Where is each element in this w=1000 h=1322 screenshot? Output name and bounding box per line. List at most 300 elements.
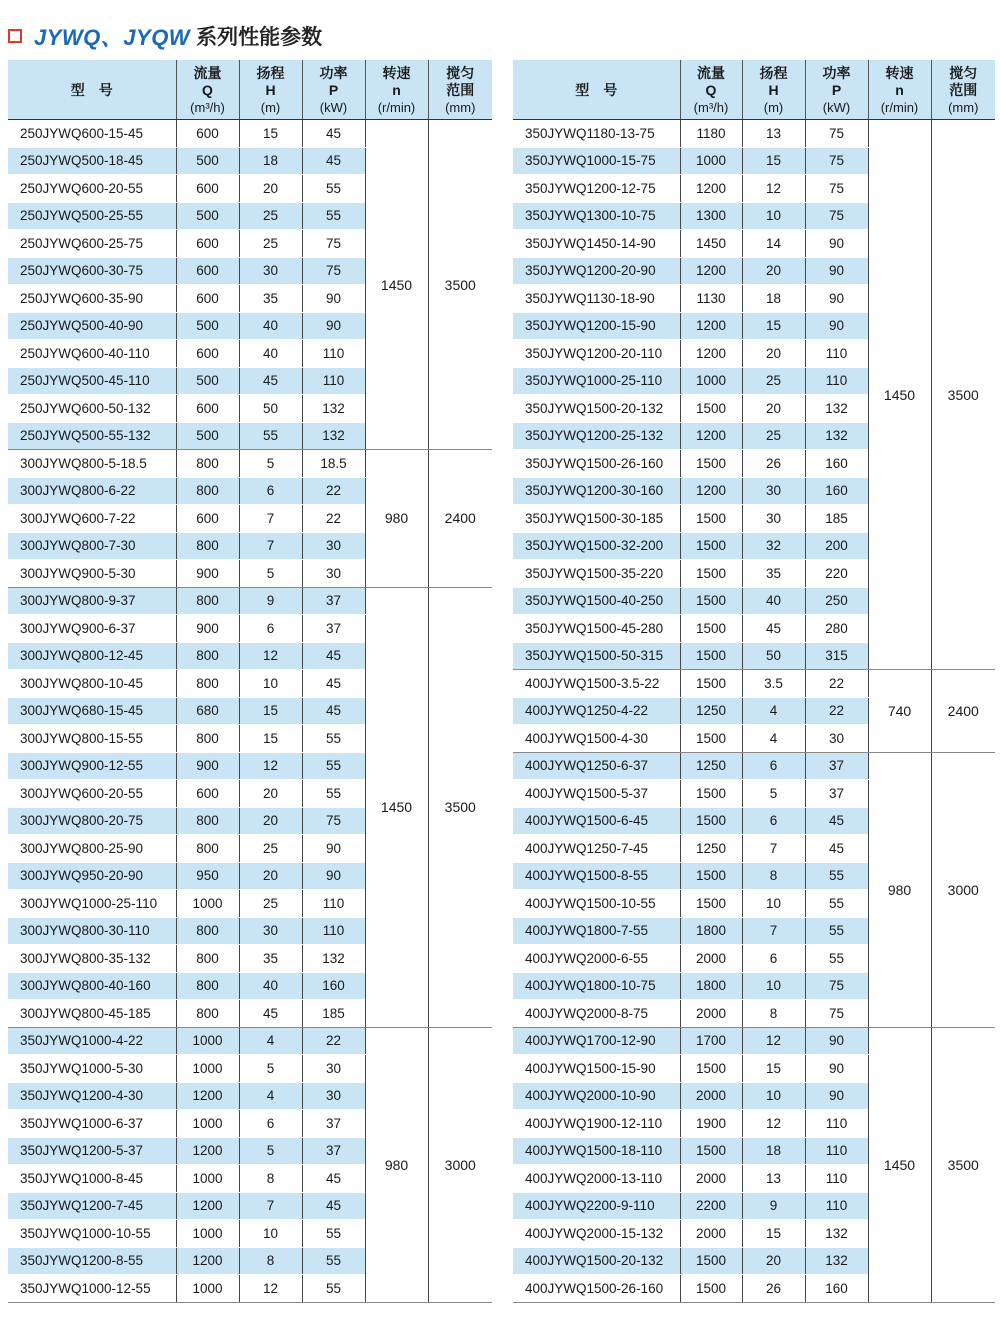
flow-cell: 1500 (680, 1055, 742, 1083)
power-cell: 75 (805, 175, 868, 203)
model-cell: 300JYWQ800-10-45 (8, 670, 176, 698)
flow-cell: 800 (176, 725, 239, 753)
power-cell: 37 (302, 1137, 365, 1165)
head-cell: 10 (742, 972, 805, 1000)
power-cell: 90 (805, 1082, 868, 1110)
head-cell: 10 (239, 670, 302, 698)
power-cell: 45 (805, 835, 868, 863)
header-head-l2: H (768, 81, 779, 98)
power-cell: 55 (805, 945, 868, 973)
flow-cell: 1500 (680, 560, 742, 588)
head-cell: 5 (742, 780, 805, 808)
head-cell: 20 (239, 807, 302, 835)
header-model (8, 61, 176, 120)
head-cell: 30 (239, 917, 302, 945)
range-cell: 3000 (931, 752, 995, 1027)
flow-cell: 1500 (680, 615, 742, 643)
head-cell: 8 (239, 1247, 302, 1275)
head-cell: 25 (239, 202, 302, 230)
head-cell: 20 (742, 257, 805, 285)
head-cell: 35 (742, 560, 805, 588)
model-cell: 300JYWQ800-12-45 (8, 642, 176, 670)
speed-cell: 740 (868, 670, 931, 753)
power-cell: 75 (805, 1000, 868, 1028)
flow-cell: 1000 (176, 1055, 239, 1083)
header-model-l1: 型 号 (70, 81, 113, 98)
model-cell: 350JYWQ1130-18-90 (513, 285, 680, 313)
flow-cell: 800 (176, 945, 239, 973)
model-cell: 400JYWQ2000-10-90 (513, 1082, 680, 1110)
flow-cell: 800 (176, 807, 239, 835)
power-cell: 45 (805, 807, 868, 835)
head-cell: 10 (742, 890, 805, 918)
head-cell: 5 (239, 1137, 302, 1165)
model-cell: 350JYWQ1000-15-75 (513, 147, 680, 175)
header-flow-l1: 流量 (193, 64, 222, 81)
model-cell: 300JYWQ800-30-110 (8, 917, 176, 945)
table-row (513, 1027, 995, 1055)
model-cell: 350JYWQ1500-20-132 (513, 395, 680, 423)
head-cell: 4 (239, 1027, 302, 1055)
model-cell: 350JYWQ1200-15-90 (513, 312, 680, 340)
checkbox-square-icon (8, 29, 22, 43)
head-cell: 7 (742, 835, 805, 863)
power-cell: 185 (805, 505, 868, 533)
flow-cell: 1200 (680, 477, 742, 505)
table-header-row (8, 61, 492, 120)
head-cell: 12 (239, 752, 302, 780)
model-cell: 350JYWQ1000-25-110 (513, 367, 680, 395)
model-cell: 400JYWQ1500-10-55 (513, 890, 680, 918)
model-cell: 350JYWQ1500-45-280 (513, 615, 680, 643)
power-cell: 55 (302, 752, 365, 780)
speed-cell: 1450 (365, 587, 428, 1027)
model-cell: 300JYWQ800-35-132 (8, 945, 176, 973)
flow-cell: 1500 (680, 780, 742, 808)
head-cell: 20 (742, 340, 805, 368)
head-cell: 12 (239, 642, 302, 670)
flow-cell: 1000 (680, 147, 742, 175)
range-cell: 3500 (428, 120, 492, 450)
title-series: JYWQ、JYQW (34, 24, 191, 50)
header-speed-l1: 转速 (382, 64, 411, 81)
power-cell: 55 (805, 862, 868, 890)
model-cell: 400JYWQ1250-7-45 (513, 835, 680, 863)
power-cell: 45 (302, 120, 365, 148)
flow-cell: 1500 (680, 1275, 742, 1303)
flow-cell: 2200 (680, 1192, 742, 1220)
header-flow-l2: Q (202, 81, 213, 98)
power-cell: 55 (302, 175, 365, 203)
head-cell: 12 (742, 1027, 805, 1055)
model-cell: 400JYWQ1800-10-75 (513, 972, 680, 1000)
flow-cell: 1180 (680, 120, 742, 148)
head-cell: 20 (239, 175, 302, 203)
flow-cell: 1200 (176, 1247, 239, 1275)
spec-table-left (8, 60, 492, 1303)
title-suffix: 系列性能参数 (196, 26, 323, 49)
head-cell: 5 (239, 1055, 302, 1083)
power-cell: 132 (302, 945, 365, 973)
model-cell: 300JYWQ900-12-55 (8, 752, 176, 780)
flow-cell: 1500 (680, 642, 742, 670)
head-cell: 10 (239, 1220, 302, 1248)
model-cell: 350JYWQ1000-12-55 (8, 1275, 176, 1303)
flow-cell: 950 (176, 862, 239, 890)
flow-cell: 800 (176, 917, 239, 945)
head-cell: 25 (239, 230, 302, 258)
flow-cell: 1000 (176, 1165, 239, 1193)
model-cell: 300JYWQ800-5-18.5 (8, 450, 176, 478)
power-cell: 185 (302, 1000, 365, 1028)
flow-cell: 1130 (680, 285, 742, 313)
model-cell: 350JYWQ1000-6-37 (8, 1110, 176, 1138)
head-cell: 7 (742, 917, 805, 945)
head-cell: 32 (742, 532, 805, 560)
flow-cell: 1000 (680, 367, 742, 395)
header-range-l3: (mm) (948, 99, 979, 115)
speed-cell: 980 (868, 752, 931, 1027)
table-row (513, 120, 995, 148)
model-cell: 300JYWQ600-7-22 (8, 505, 176, 533)
power-cell: 90 (805, 312, 868, 340)
model-cell: 350JYWQ1300-10-75 (513, 202, 680, 230)
power-cell: 200 (805, 532, 868, 560)
flow-cell: 2000 (680, 1165, 742, 1193)
header-model (513, 61, 680, 120)
flow-cell: 1200 (680, 340, 742, 368)
header-power-l3: (kW) (822, 99, 851, 115)
power-cell: 75 (805, 972, 868, 1000)
model-cell: 350JYWQ1000-4-22 (8, 1027, 176, 1055)
power-cell: 110 (302, 340, 365, 368)
flow-cell: 1000 (176, 1220, 239, 1248)
head-cell: 25 (742, 367, 805, 395)
power-cell: 110 (805, 1192, 868, 1220)
range-cell: 3500 (428, 587, 492, 1027)
flow-cell: 800 (176, 450, 239, 478)
model-cell: 300JYWQ800-6-22 (8, 477, 176, 505)
power-cell: 30 (302, 1082, 365, 1110)
model-cell: 250JYWQ600-30-75 (8, 257, 176, 285)
model-cell: 400JYWQ1500-26-160 (513, 1275, 680, 1303)
power-cell: 37 (805, 780, 868, 808)
flow-cell: 1500 (680, 587, 742, 615)
header-head-l1: 扬程 (256, 64, 285, 81)
model-cell: 400JYWQ1900-12-110 (513, 1110, 680, 1138)
header-model-l1: 型 号 (575, 81, 618, 98)
power-cell: 55 (302, 1247, 365, 1275)
table-row (8, 450, 492, 478)
header-range (931, 61, 995, 120)
model-cell: 400JYWQ1800-7-55 (513, 917, 680, 945)
power-cell: 45 (302, 670, 365, 698)
head-cell: 15 (742, 1055, 805, 1083)
flow-cell: 1000 (176, 1027, 239, 1055)
power-cell: 30 (805, 725, 868, 753)
flow-cell: 2000 (680, 1082, 742, 1110)
header-speed-l1: 转速 (885, 64, 914, 81)
head-cell: 15 (239, 725, 302, 753)
flow-cell: 1200 (680, 175, 742, 203)
model-cell: 350JYWQ1000-10-55 (8, 1220, 176, 1248)
head-cell: 12 (239, 1275, 302, 1303)
model-cell: 250JYWQ500-40-90 (8, 312, 176, 340)
flow-cell: 2000 (680, 945, 742, 973)
model-cell: 350JYWQ1000-5-30 (8, 1055, 176, 1083)
flow-cell: 1200 (176, 1082, 239, 1110)
model-cell: 250JYWQ600-25-75 (8, 230, 176, 258)
header-speed-l3: (r/min) (377, 99, 416, 115)
flow-cell: 1200 (680, 312, 742, 340)
model-cell: 300JYWQ800-15-55 (8, 725, 176, 753)
flow-cell: 1700 (680, 1027, 742, 1055)
power-cell: 37 (302, 1110, 365, 1138)
power-cell: 280 (805, 615, 868, 643)
model-cell: 400JYWQ1500-8-55 (513, 862, 680, 890)
model-cell: 250JYWQ600-50-132 (8, 395, 176, 423)
power-cell: 45 (302, 1192, 365, 1220)
flow-cell: 1900 (680, 1110, 742, 1138)
flow-cell: 1250 (680, 697, 742, 725)
power-cell: 160 (805, 1275, 868, 1303)
head-cell: 10 (742, 1082, 805, 1110)
header-range-l2: 范围 (949, 81, 978, 98)
header-range-l2: 范围 (446, 81, 475, 98)
speed-cell: 1450 (868, 120, 931, 670)
power-cell: 45 (302, 1165, 365, 1193)
power-cell: 110 (805, 340, 868, 368)
range-cell: 2400 (931, 670, 995, 753)
model-cell: 350JYWQ1200-25-132 (513, 422, 680, 450)
header-power-l3: (kW) (319, 99, 348, 115)
head-cell: 55 (239, 422, 302, 450)
power-cell: 75 (302, 807, 365, 835)
head-cell: 7 (239, 532, 302, 560)
flow-cell: 1800 (680, 972, 742, 1000)
flow-cell: 500 (176, 422, 239, 450)
model-cell: 400JYWQ1250-6-37 (513, 752, 680, 780)
header-power (302, 61, 365, 120)
header-flow (176, 61, 239, 120)
head-cell: 6 (742, 807, 805, 835)
head-cell: 26 (742, 1275, 805, 1303)
power-cell: 90 (805, 257, 868, 285)
power-cell: 132 (805, 395, 868, 423)
flow-cell: 800 (176, 670, 239, 698)
head-cell: 4 (742, 697, 805, 725)
model-cell: 300JYWQ800-25-90 (8, 835, 176, 863)
header-head (742, 61, 805, 120)
power-cell: 22 (302, 505, 365, 533)
flow-cell: 600 (176, 285, 239, 313)
power-cell: 90 (302, 285, 365, 313)
range-cell: 3000 (428, 1027, 492, 1302)
flow-cell: 600 (176, 175, 239, 203)
header-flow (680, 61, 742, 120)
head-cell: 50 (742, 642, 805, 670)
flow-cell: 1500 (680, 1137, 742, 1165)
head-cell: 4 (239, 1082, 302, 1110)
flow-cell: 900 (176, 752, 239, 780)
power-cell: 75 (805, 120, 868, 148)
head-cell: 12 (742, 175, 805, 203)
head-cell: 45 (742, 615, 805, 643)
head-cell: 45 (239, 367, 302, 395)
head-cell: 30 (742, 505, 805, 533)
model-cell: 350JYWQ1500-32-200 (513, 532, 680, 560)
flow-cell: 500 (176, 202, 239, 230)
table-row (8, 1027, 492, 1055)
head-cell: 10 (742, 202, 805, 230)
head-cell: 8 (239, 1165, 302, 1193)
spec-table-right (513, 60, 995, 1303)
flow-cell: 800 (176, 1000, 239, 1028)
power-cell: 30 (302, 532, 365, 560)
range-cell: 2400 (428, 450, 492, 588)
power-cell: 160 (805, 477, 868, 505)
head-cell: 13 (742, 120, 805, 148)
flow-cell: 1800 (680, 917, 742, 945)
flow-cell: 900 (176, 560, 239, 588)
flow-cell: 1500 (680, 532, 742, 560)
head-cell: 18 (742, 285, 805, 313)
header-speed-l2: n (895, 81, 904, 98)
model-cell: 400JYWQ1500-4-30 (513, 725, 680, 753)
power-cell: 55 (805, 917, 868, 945)
power-cell: 55 (302, 780, 365, 808)
header-range (428, 61, 492, 120)
power-cell: 75 (302, 230, 365, 258)
head-cell: 9 (742, 1192, 805, 1220)
model-cell: 350JYWQ1180-13-75 (513, 120, 680, 148)
head-cell: 8 (742, 1000, 805, 1028)
model-cell: 300JYWQ680-15-45 (8, 697, 176, 725)
header-power-l1: 功率 (319, 64, 348, 81)
header-power-l1: 功率 (822, 64, 851, 81)
model-cell: 350JYWQ1200-4-30 (8, 1082, 176, 1110)
power-cell: 110 (302, 917, 365, 945)
header-range-l1: 搅匀 (949, 64, 978, 81)
head-cell: 25 (239, 890, 302, 918)
head-cell: 15 (742, 312, 805, 340)
speed-cell: 980 (365, 1027, 428, 1302)
speed-cell: 1450 (365, 120, 428, 450)
flow-cell: 1200 (680, 257, 742, 285)
model-cell: 300JYWQ950-20-90 (8, 862, 176, 890)
head-cell: 6 (742, 752, 805, 780)
power-cell: 30 (302, 560, 365, 588)
model-cell: 400JYWQ2000-8-75 (513, 1000, 680, 1028)
model-cell: 400JYWQ1250-4-22 (513, 697, 680, 725)
header-power (805, 61, 868, 120)
power-cell: 55 (302, 1275, 365, 1303)
header-power-l2: P (328, 81, 339, 98)
power-cell: 55 (302, 202, 365, 230)
flow-cell: 1250 (680, 752, 742, 780)
flow-cell: 500 (176, 367, 239, 395)
model-cell: 300JYWQ800-40-160 (8, 972, 176, 1000)
head-cell: 14 (742, 230, 805, 258)
power-cell: 22 (302, 477, 365, 505)
header-speed-l3: (r/min) (880, 99, 919, 115)
header-speed (365, 61, 428, 120)
header-head (239, 61, 302, 120)
power-cell: 22 (805, 697, 868, 725)
head-cell: 15 (742, 147, 805, 175)
table-header-row (513, 61, 995, 120)
flow-cell: 800 (176, 477, 239, 505)
flow-cell: 600 (176, 120, 239, 148)
header-flow-l2: Q (705, 81, 717, 98)
flow-cell: 1000 (176, 1275, 239, 1303)
head-cell: 4 (742, 725, 805, 753)
model-cell: 250JYWQ600-20-55 (8, 175, 176, 203)
head-cell: 15 (239, 120, 302, 148)
flow-cell: 1500 (680, 670, 742, 698)
header-speed (868, 61, 931, 120)
flow-cell: 1500 (680, 505, 742, 533)
model-cell: 350JYWQ1200-20-110 (513, 340, 680, 368)
model-cell: 350JYWQ1200-12-75 (513, 175, 680, 203)
power-cell: 160 (302, 972, 365, 1000)
power-cell: 75 (302, 257, 365, 285)
model-cell: 250JYWQ500-25-55 (8, 202, 176, 230)
model-cell: 350JYWQ1500-35-220 (513, 560, 680, 588)
table-row (513, 752, 995, 780)
power-cell: 90 (302, 312, 365, 340)
head-cell: 18 (742, 1137, 805, 1165)
power-cell: 110 (805, 1137, 868, 1165)
power-cell: 90 (805, 1027, 868, 1055)
flow-cell: 600 (176, 505, 239, 533)
power-cell: 37 (302, 615, 365, 643)
model-cell: 350JYWQ1500-50-315 (513, 642, 680, 670)
model-cell: 400JYWQ1500-20-132 (513, 1247, 680, 1275)
model-cell: 350JYWQ1500-30-185 (513, 505, 680, 533)
flow-cell: 600 (176, 780, 239, 808)
head-cell: 9 (239, 587, 302, 615)
head-cell: 25 (742, 422, 805, 450)
power-cell: 132 (302, 395, 365, 423)
flow-cell: 1500 (680, 395, 742, 423)
flow-cell: 600 (176, 230, 239, 258)
model-cell: 350JYWQ1200-20-90 (513, 257, 680, 285)
model-cell: 400JYWQ2000-15-132 (513, 1220, 680, 1248)
model-cell: 300JYWQ900-6-37 (8, 615, 176, 643)
power-cell: 110 (302, 367, 365, 395)
power-cell: 30 (302, 1055, 365, 1083)
model-cell: 300JYWQ800-45-185 (8, 1000, 176, 1028)
head-cell: 40 (239, 312, 302, 340)
flow-cell: 900 (176, 615, 239, 643)
model-cell: 400JYWQ2000-13-110 (513, 1165, 680, 1193)
power-cell: 45 (302, 697, 365, 725)
head-cell: 3.5 (742, 670, 805, 698)
head-cell: 12 (742, 1110, 805, 1138)
head-cell: 8 (742, 862, 805, 890)
header-flow-l3: (m³/h) (190, 99, 225, 115)
flow-cell: 1300 (680, 202, 742, 230)
header-power-l2: P (831, 81, 842, 98)
header-range-l1: 搅匀 (446, 64, 475, 81)
head-cell: 6 (239, 477, 302, 505)
flow-cell: 680 (176, 697, 239, 725)
header-head-l1: 扬程 (759, 64, 788, 81)
flow-cell: 1250 (680, 835, 742, 863)
power-cell: 132 (805, 1220, 868, 1248)
model-cell: 400JYWQ2000-6-55 (513, 945, 680, 973)
